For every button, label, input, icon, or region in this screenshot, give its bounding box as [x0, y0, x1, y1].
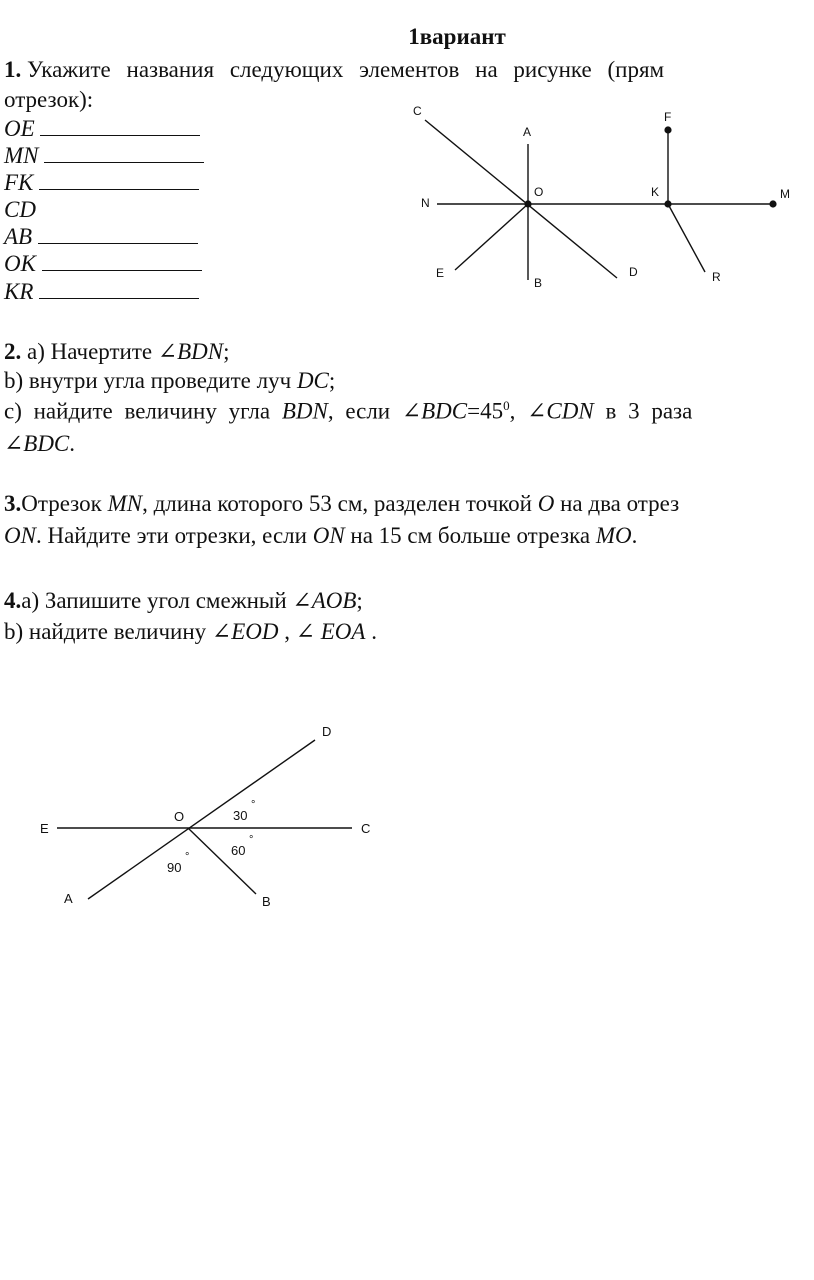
angle-30-deg: °	[251, 799, 256, 811]
point-o	[524, 200, 531, 207]
task2-line-c2: ∠BDC.	[4, 431, 76, 456]
label-n: N	[421, 196, 430, 210]
task1-item-oe: OE	[4, 116, 200, 142]
figure-2	[0, 700, 814, 930]
point-m	[769, 200, 776, 207]
label-e2: E	[40, 821, 49, 836]
label-d2: D	[322, 724, 332, 739]
point-f	[664, 126, 671, 133]
label-a: A	[523, 125, 532, 139]
task3-line1: 3.Отрезок MN, длина которого 53 см, разделен точкой O на два отрез	[4, 491, 680, 516]
task2-line-c: с) найдите величину угла BDN, если $\angle BDC=45^0$, ∠CDN в 3 раза	[4, 398, 693, 424]
line-oe	[455, 204, 528, 270]
task1-item-mn: MN	[4, 143, 204, 169]
task2-line-b: b) внутри угла проведите луч DC;	[4, 368, 336, 393]
angle-90-deg: °	[185, 851, 190, 863]
angle-60: 60	[231, 843, 246, 858]
label-m: M	[780, 187, 790, 201]
task2-line-a: 2. а) Начертите ∠BDN;	[4, 339, 230, 364]
line-kr	[668, 204, 705, 272]
label-r: R	[712, 270, 721, 284]
angle-60-deg: °	[249, 834, 254, 846]
label-b: B	[534, 276, 543, 290]
figure-1	[0, 0, 814, 320]
task1-item-ab: AB	[4, 224, 198, 250]
angle-90: 90	[167, 860, 182, 875]
task1-item-kr: KR	[4, 279, 199, 305]
task1-number: 1.	[4, 57, 22, 82]
label-d: D	[629, 265, 638, 279]
label-a2: A	[64, 891, 73, 906]
label-k: K	[651, 185, 660, 199]
task4-line-a: 4.а) Запишите угол смежный ∠AOB;	[4, 588, 363, 613]
task1-item-fk: FK	[4, 170, 199, 196]
task1-item-ok: OK	[4, 251, 202, 277]
label-c2: C	[361, 821, 371, 836]
line-ob	[188, 828, 256, 894]
label-b2: B	[262, 894, 271, 909]
label-o2: O	[174, 809, 185, 824]
task3-line2: ON. Найдите эти отрезки, если ON на 15 см больше отрезка MO.	[4, 523, 638, 548]
task1-item-cd: CD	[4, 197, 36, 222]
label-e: E	[436, 266, 445, 280]
line-cd	[425, 120, 617, 278]
label-o: O	[534, 185, 544, 199]
task1-line2: отрезок):	[4, 87, 94, 112]
label-c: C	[413, 104, 422, 118]
task1-text: Укажите названия следующих элементов на рисунке (прям	[27, 57, 665, 82]
label-f: F	[664, 110, 672, 124]
point-k	[664, 200, 671, 207]
task4-line-b: b) найдите величину ∠EOD , ∠ EOA .	[4, 619, 377, 644]
page-title: 1вариант	[408, 24, 506, 49]
line-ad	[88, 740, 315, 899]
angle-30: 30	[233, 808, 248, 823]
